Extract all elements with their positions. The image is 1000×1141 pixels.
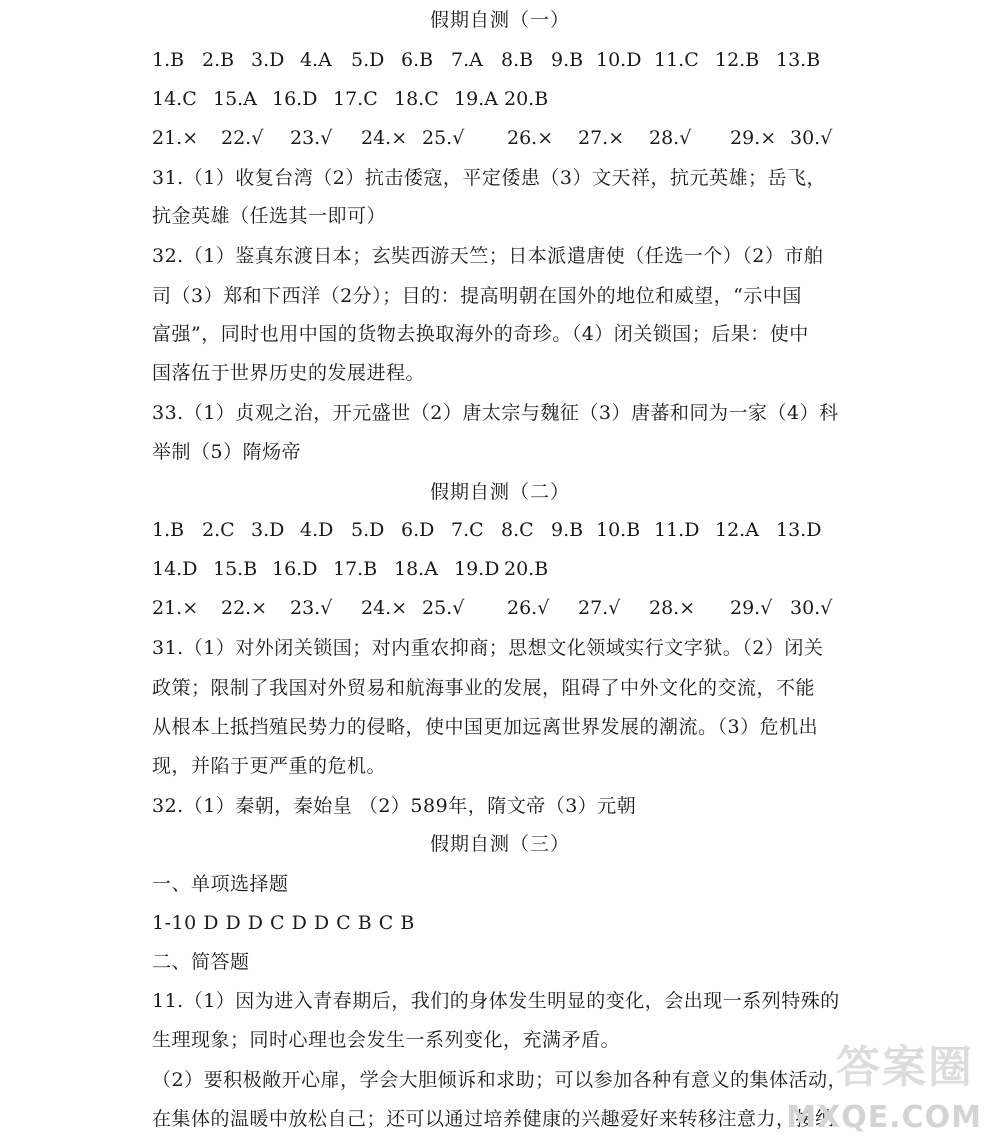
answer-item: 28.√ xyxy=(649,127,692,149)
answer-item: 10.B xyxy=(596,519,641,541)
answer-item: 27.√ xyxy=(578,597,621,619)
answer-item: 2.B xyxy=(202,49,235,71)
answer-item: 1.B xyxy=(152,49,185,71)
answer-item: 26.× xyxy=(507,127,554,149)
answer-item: 6.D xyxy=(401,519,435,541)
answer-item: 7.A xyxy=(451,49,483,71)
answer-item: 7.C xyxy=(451,519,484,541)
answer-item: 8.C xyxy=(501,519,534,541)
answer-paragraph-line: 33.（1）贞观之治，开元盛世（2）唐太宗与魏征（3）唐蕃和同为一家（4）科 xyxy=(152,402,839,424)
answer-paragraph-line: 抗金英雄（任选其一即可） xyxy=(152,205,387,227)
answer-item: 21.× xyxy=(152,597,199,619)
answer-item: 5.D xyxy=(351,49,385,71)
answer-item: 1.B xyxy=(152,519,185,541)
subheading-short-answer: 二、简答题 xyxy=(152,951,250,973)
answer-item: 30.√ xyxy=(790,597,833,619)
answer-item: 12.B xyxy=(715,49,760,71)
watermark-domain-text: MXQE.COM xyxy=(786,1100,982,1135)
answer-item: 13.B xyxy=(776,49,821,71)
answer-item: 19.D xyxy=(454,558,500,580)
answer-item: 20.B xyxy=(504,88,549,110)
answer-item: 30.√ xyxy=(790,127,833,149)
answer-paragraph-line: 32.（1）鉴真东渡日本；玄奘西游天竺；日本派遣唐使（任选一个）（2）市舶 xyxy=(152,245,824,267)
section-title-3: 假期自测（三） xyxy=(429,833,570,855)
answer-item: 4.A xyxy=(300,49,332,71)
answer-item: 26.√ xyxy=(507,597,550,619)
answer-item: 22.√ xyxy=(221,127,264,149)
site-watermark xyxy=(786,1031,992,1141)
answer-item: 25.√ xyxy=(422,127,465,149)
answer-paragraph-line: 1-10 D D D C D D C B C B xyxy=(152,912,415,934)
answer-item: 18.C xyxy=(394,88,439,110)
answer-item: 3.D xyxy=(251,519,285,541)
answer-item: 20.B xyxy=(504,558,549,580)
answer-item: 15.B xyxy=(213,558,258,580)
answer-paragraph-line: 32.（1）秦朝，秦始皇 （2）589年，隋文帝（3）元朝 xyxy=(152,795,637,817)
answer-item: 19.A xyxy=(454,88,498,110)
answer-item: 29.× xyxy=(730,127,777,149)
answer-paragraph-line: 从根本上抵挡殖民势力的侵略，使中国更加远离世界发展的潮流。（3）危机出 xyxy=(152,716,819,738)
subheading-single-choice: 一、单项选择题 xyxy=(152,873,289,895)
section-title-2: 假期自测（二） xyxy=(429,481,570,503)
answer-item: 5.D xyxy=(351,519,385,541)
answer-item: 13.D xyxy=(776,519,822,541)
answer-item: 22.× xyxy=(221,597,268,619)
answer-item: 18.A xyxy=(394,558,438,580)
answer-paragraph-line: 31.（1）收复台湾（2）抗击倭寇，平定倭患（3）文天祥，抗元英雄；岳飞， xyxy=(152,167,826,189)
answer-item: 10.D xyxy=(596,49,642,71)
answer-item: 17.B xyxy=(333,558,378,580)
answer-item: 12.A xyxy=(715,519,759,541)
answer-paragraph-line: （2）要积极敞开心扉，学会大胆倾诉和求助；可以参加各种有意义的集体活动， xyxy=(152,1069,848,1091)
answer-item: 14.C xyxy=(152,88,197,110)
answer-item: 23.√ xyxy=(290,127,333,149)
answer-paragraph-line: 在集体的温暖中放松自己；还可以通过培养健康的兴趣爱好来转移注意力，接纳 xyxy=(152,1108,835,1130)
answer-item: 16.D xyxy=(272,88,318,110)
answer-item: 3.D xyxy=(251,49,285,71)
answer-paragraph-line: 31.（1）对外闭关锁国；对内重农抑商；思想文化领域实行文字狱。（2）闭关 xyxy=(152,637,824,659)
answer-item: 14.D xyxy=(152,558,198,580)
answer-item: 11.C xyxy=(654,49,699,71)
answer-paragraph-line: 政策；限制了我国对外贸易和航海事业的发展，阻碍了中外文化的交流，不能 xyxy=(152,677,816,699)
watermark-logo-text: 答案圈 xyxy=(836,1042,974,1093)
answer-item: 9.B xyxy=(551,49,584,71)
answer-item: 29.√ xyxy=(730,597,773,619)
answer-item: 2.C xyxy=(202,519,235,541)
answer-item: 27.× xyxy=(578,127,625,149)
answer-paragraph-line: 11.（1）因为进入青春期后，我们的身体发生明显的变化，会出现一系列特殊的 xyxy=(152,990,840,1012)
answer-item: 17.C xyxy=(333,88,378,110)
answer-item: 21.× xyxy=(152,127,199,149)
answer-item: 24.× xyxy=(361,597,408,619)
answer-item: 8.B xyxy=(501,49,534,71)
answer-paragraph-line: 现，并陷于更严重的危机。 xyxy=(152,755,387,777)
answer-item: 9.B xyxy=(551,519,584,541)
answer-item: 15.A xyxy=(213,88,257,110)
section-title-1: 假期自测（一） xyxy=(429,9,570,31)
answer-item: 23.√ xyxy=(290,597,333,619)
answer-item: 6.B xyxy=(401,49,434,71)
answer-paragraph-line: 生理现象；同时心理也会发生一系列变化，充满矛盾。 xyxy=(152,1029,621,1051)
answer-paragraph-line: 司（3）郑和下西洋（2分）；目的：提高明朝在国外的地位和威望，“示中国 xyxy=(152,285,802,307)
answer-item: 24.× xyxy=(361,127,408,149)
answer-item: 28.× xyxy=(649,597,696,619)
answer-paragraph-line: 举制（5）隋炀帝 xyxy=(152,441,302,463)
answer-item: 25.√ xyxy=(422,597,465,619)
answer-paragraph-line: 国落伍于世界历史的发展进程。 xyxy=(152,362,426,384)
answer-item: 16.D xyxy=(272,558,318,580)
answer-item: 11.D xyxy=(654,519,700,541)
answer-paragraph-line: 富强”，同时也用中国的货物去换取海外的奇珍。（4）闭关锁国；后果：使中 xyxy=(152,323,809,345)
answer-item: 4.D xyxy=(300,519,334,541)
